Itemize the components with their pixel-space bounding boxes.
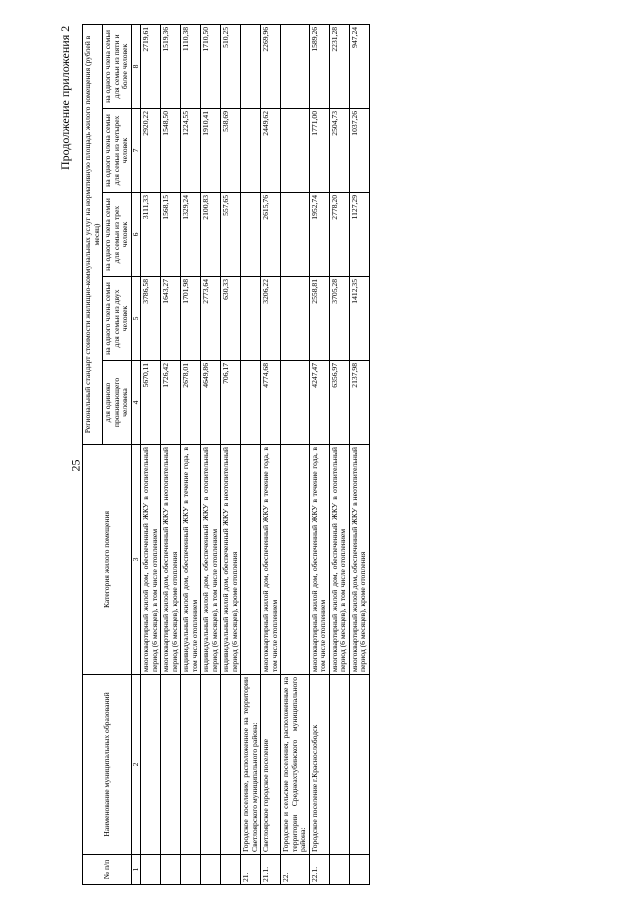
table-row: [281, 24, 310, 884]
row-number: [201, 855, 221, 885]
municipality-name: Городское поселение, расположенное на территории Светлоярского муниципального района:: [241, 675, 261, 855]
table-row: [141, 24, 161, 884]
municipality-name: [141, 675, 161, 855]
standard-value: 2678,01: [181, 361, 201, 445]
municipality-name: [221, 675, 241, 855]
table-row: [241, 24, 261, 884]
standard-value: 1643,27: [161, 277, 181, 361]
municipality-name: Городское поселение г.Краснослободск: [309, 675, 329, 855]
table-body: [141, 24, 370, 884]
standard-value: 2269,96: [261, 24, 281, 108]
standard-value: 5670,11: [141, 361, 161, 445]
standard-value: 2719,61: [141, 24, 161, 108]
municipality-name: Городское и сельские поселения, расположенные на территории Среднеахтубинского муниципального района:: [281, 675, 310, 855]
standard-value: 1548,50: [161, 109, 181, 193]
standard-value: 706,17: [221, 361, 241, 445]
header-sub-1: для одиноко проживающего человека: [103, 361, 132, 445]
header-standard: Региональный стандарт стоимости жилищно-коммунальных услуг на нормативную площадь жилого помещения (рублей в месяц): [83, 24, 103, 444]
standard-value: 1952,74: [309, 193, 329, 277]
standard-value: [281, 109, 310, 193]
standard-value: [241, 193, 261, 277]
standard-value: 2504,73: [329, 109, 349, 193]
standard-value: 1710,50: [201, 24, 221, 108]
column-number: 1: [131, 855, 141, 885]
column-number: 3: [131, 445, 141, 675]
row-number: [221, 855, 241, 885]
standard-value: 557,65: [221, 193, 241, 277]
housing-category: многоквартирный жилой дом, обеспеченный ЖКУ в течение года, в том числе отоплением: [261, 445, 281, 675]
standard-value: 1224,55: [181, 109, 201, 193]
standard-value: 4649,86: [201, 361, 221, 445]
standard-value: 1568,15: [161, 193, 181, 277]
row-number: [349, 855, 369, 885]
column-number: 8: [131, 24, 141, 108]
standard-value: 1127,29: [349, 193, 369, 277]
header-sub-5: на одного члена семьи для семьи из пяти и более человек: [103, 24, 132, 108]
standard-value: 630,33: [221, 277, 241, 361]
standard-value: 3705,28: [329, 277, 349, 361]
table-row: [261, 24, 281, 884]
table-row: [221, 24, 241, 884]
standard-value: 1412,35: [349, 277, 369, 361]
header-no: № п/п: [83, 855, 132, 885]
housing-category: многоквартирный жилой дом, обеспеченный ЖКУ в неотопительный период (6 месяцев), кроме отопления: [161, 445, 181, 675]
standard-value: [281, 24, 310, 108]
standard-value: 1910,41: [201, 109, 221, 193]
header-sub-2: на одного члена семьи для семьи из двух человек: [103, 277, 132, 361]
housing-category: многоквартирный жилой дом, обеспеченный ЖКУ в неотопительный период (6 месяцев), кроме отопления: [349, 445, 369, 675]
standard-value: 3111,33: [141, 193, 161, 277]
housing-category: многоквартирный жилой дом, обеспеченный ЖКУ в отопительный период (6 месяцев), в том числе отоплением: [141, 445, 161, 675]
column-number: 5: [131, 277, 141, 361]
header-sub-4: на одного члена семьи для семьи из четырех человек: [103, 109, 132, 193]
standard-value: 2920,22: [141, 109, 161, 193]
housing-category: [241, 445, 261, 675]
standard-value: 2778,20: [329, 193, 349, 277]
table-row: [201, 24, 221, 884]
table-row: [181, 24, 201, 884]
table-row: [329, 24, 349, 884]
row-number: [141, 855, 161, 885]
standard-value: [281, 193, 310, 277]
row-number: 22.: [281, 855, 310, 885]
standard-value: 2449,62: [261, 109, 281, 193]
housing-standards-table: [82, 24, 370, 885]
housing-category: [281, 445, 310, 675]
municipality-name: [181, 675, 201, 855]
standard-value: 510,25: [221, 24, 241, 108]
standard-value: [241, 24, 261, 108]
housing-category: индивидуальный жилой дом, обеспеченный ЖКУ в отопительный период (6 месяцев), в том числе отоплением: [201, 445, 221, 675]
standard-value: 2615,76: [261, 193, 281, 277]
column-number: 2: [131, 675, 141, 855]
standard-value: 6356,97: [329, 361, 349, 445]
standard-value: 1519,36: [161, 24, 181, 108]
table-row: [161, 24, 181, 884]
column-number: 6: [131, 193, 141, 277]
table-row: [349, 24, 369, 884]
standard-value: [241, 361, 261, 445]
row-number: [181, 855, 201, 885]
standard-value: 3786,58: [141, 277, 161, 361]
municipality-name: [201, 675, 221, 855]
standard-value: 2100,83: [201, 193, 221, 277]
standard-value: 1110,38: [181, 24, 201, 108]
row-number: [329, 855, 349, 885]
row-number: 21.1.: [261, 855, 281, 885]
row-number: 22.1.: [309, 855, 329, 885]
housing-category: многоквартирный жилой дом, обеспеченный ЖКУ в отопительный период (6 месяцев), в том числе отоплением: [329, 445, 349, 675]
standard-value: 2137,98: [349, 361, 369, 445]
header-sub-3: на одного члена семьи для семьи из трех человек: [103, 193, 132, 277]
standard-value: 2231,28: [329, 24, 349, 108]
standard-value: 538,69: [221, 109, 241, 193]
municipality-name: [161, 675, 181, 855]
standard-value: 1589,26: [309, 24, 329, 108]
standard-value: 1701,98: [181, 277, 201, 361]
standard-value: 3206,22: [261, 277, 281, 361]
standard-value: 4774,68: [261, 361, 281, 445]
standard-value: 1329,24: [181, 193, 201, 277]
standard-value: [281, 361, 310, 445]
standard-value: [281, 277, 310, 361]
row-number: [161, 855, 181, 885]
page-number: 25: [68, 459, 83, 472]
municipality-name: Светлоярское городское поселение: [261, 675, 281, 855]
housing-category: многоквартирный жилой дом, обеспеченный ЖКУ в течение года, в том числе отоплением: [309, 445, 329, 675]
standard-value: 1771,00: [309, 109, 329, 193]
standard-value: 1726,42: [161, 361, 181, 445]
standard-value: 2773,64: [201, 277, 221, 361]
municipality-name: [329, 675, 349, 855]
header-municipality: Наименование муниципальных образований: [83, 675, 132, 855]
standard-value: [241, 109, 261, 193]
standard-value: 2558,81: [309, 277, 329, 361]
housing-category: индивидуальный жилой дом, обеспеченный ЖКУ в неотопительный период (6 месяцев), кроме отопления: [221, 445, 241, 675]
table-row: [309, 24, 329, 884]
municipality-name: [349, 675, 369, 855]
column-number: 7: [131, 109, 141, 193]
standard-value: [241, 277, 261, 361]
header-category: Категория жилого помещения: [83, 445, 132, 675]
standard-value: 4247,47: [309, 361, 329, 445]
standard-value: 1037,26: [349, 109, 369, 193]
housing-category: индивидуальный жилой дом, обеспеченный ЖКУ в течение года, в том числе отоплением: [181, 445, 201, 675]
standard-value: 947,24: [349, 24, 369, 108]
column-number: 4: [131, 361, 141, 445]
appendix-label: Продолжение приложения 2: [58, 25, 72, 170]
row-number: 21.: [241, 855, 261, 885]
